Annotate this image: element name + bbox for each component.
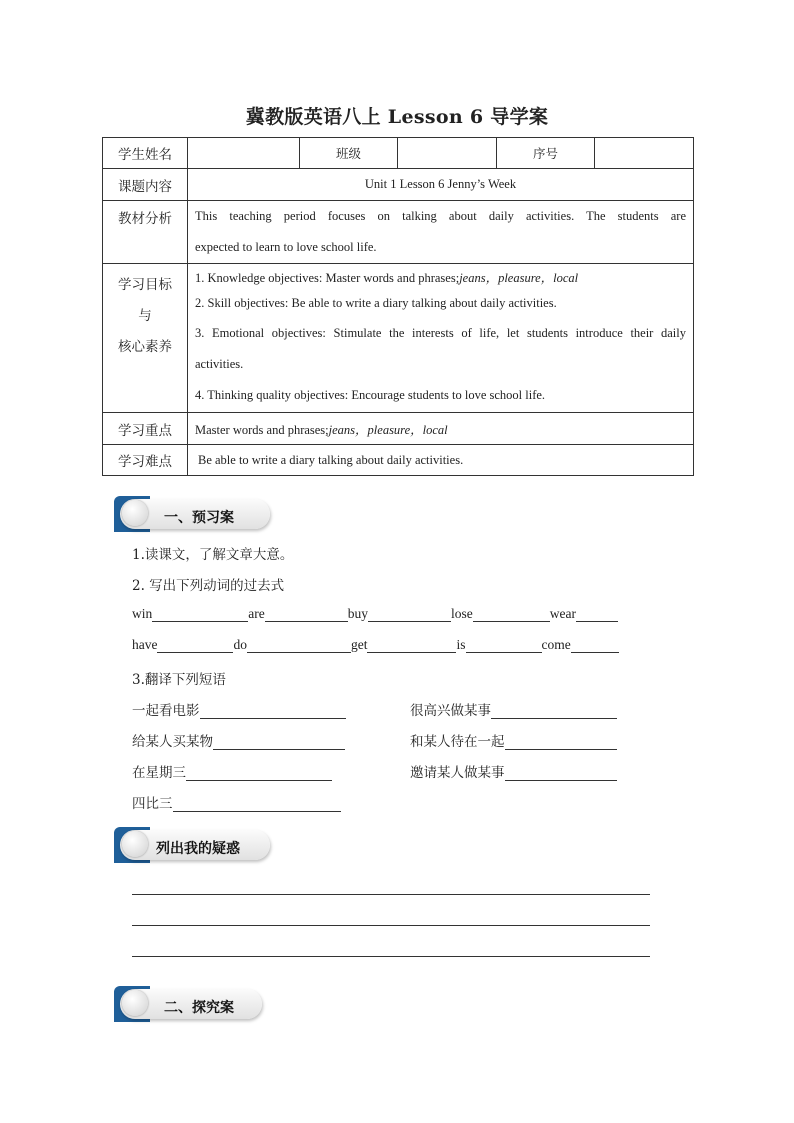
goals-cell bbox=[188, 264, 694, 413]
analysis-cell bbox=[188, 201, 694, 264]
phrase-text: 很高兴做某事 bbox=[410, 703, 491, 719]
analysis-label: 教材分析 bbox=[103, 201, 188, 264]
verb-row-2 bbox=[132, 637, 619, 653]
analysis-line-2: expected to learn to love school life. bbox=[195, 240, 377, 254]
key-points-text: Master words and phrases; bbox=[195, 422, 329, 437]
answer-blank[interactable] bbox=[368, 607, 451, 622]
phrase-right-3 bbox=[410, 761, 617, 781]
verb-row-1 bbox=[132, 606, 618, 622]
goal-4: 4. Thinking quality objectives: Encourage students to love school life. bbox=[195, 388, 546, 402]
section-badge-preview bbox=[114, 496, 272, 532]
badge-circle-icon bbox=[122, 831, 148, 857]
phrase-text: 和某人待在一起 bbox=[410, 734, 505, 750]
verb-item: have bbox=[132, 637, 158, 652]
question-3: 3.翻译下列短语 bbox=[132, 672, 226, 688]
phrase-left-3 bbox=[132, 761, 332, 781]
question-1: 1.读课文，了解文章大意。 bbox=[132, 547, 294, 563]
section-badge-explore bbox=[114, 986, 264, 1022]
student-name-field[interactable] bbox=[188, 138, 300, 169]
section-heading-explore: 二、探究案 bbox=[164, 1000, 234, 1016]
answer-blank[interactable] bbox=[576, 607, 618, 622]
number-field[interactable] bbox=[595, 138, 694, 169]
class-field[interactable] bbox=[398, 138, 497, 169]
topic-value: Unit 1 Lesson 6 Jenny’s Week bbox=[188, 169, 694, 201]
answer-blank[interactable] bbox=[173, 797, 341, 812]
goal-3a: 3. Emotional objectives: Stimulate the interests of life, let students introduce their daily bbox=[195, 326, 686, 340]
key-points-words: jeans，pleasure，local bbox=[328, 422, 448, 437]
number-label: 序号 bbox=[497, 138, 595, 169]
writing-line[interactable] bbox=[132, 925, 650, 926]
answer-blank[interactable] bbox=[247, 638, 351, 653]
answer-blank[interactable] bbox=[505, 766, 617, 781]
student-name-label: 学生姓名 bbox=[103, 138, 188, 169]
verb-item: buy bbox=[347, 606, 368, 621]
phrase-left-2 bbox=[132, 730, 345, 750]
verb-item: do bbox=[233, 637, 247, 652]
phrase-text: 邀请某人做某事 bbox=[410, 765, 505, 781]
answer-blank[interactable] bbox=[157, 638, 233, 653]
answer-blank[interactable] bbox=[491, 704, 617, 719]
answer-blank[interactable] bbox=[473, 607, 550, 622]
answer-blank[interactable] bbox=[213, 735, 345, 750]
answer-blank[interactable] bbox=[200, 704, 346, 719]
writing-line[interactable] bbox=[132, 956, 650, 957]
phrase-left-4 bbox=[132, 792, 341, 812]
writing-line[interactable] bbox=[132, 894, 650, 895]
answer-blank[interactable] bbox=[466, 638, 542, 653]
answer-blank[interactable] bbox=[367, 638, 456, 653]
key-points-label: 学习重点 bbox=[103, 413, 188, 445]
section-heading-questions: 列出我的疑惑 bbox=[156, 841, 240, 857]
question-2: 2. 写出下列动词的过去式 bbox=[132, 578, 285, 594]
analysis-line-1: This teaching period focuses on talking about daily activities. The students are bbox=[195, 209, 686, 223]
phrase-text: 在星期三 bbox=[132, 765, 186, 781]
phrase-left-1 bbox=[132, 699, 346, 719]
verb-item: win bbox=[132, 606, 153, 621]
verb-item: lose bbox=[450, 606, 473, 621]
answer-blank[interactable] bbox=[265, 607, 348, 622]
phrase-right-1 bbox=[410, 699, 617, 719]
goal-1-words: jeans，pleasure，local bbox=[459, 271, 579, 285]
goals-label-line-1: 学习目标 bbox=[118, 277, 172, 293]
goal-1 bbox=[195, 267, 686, 289]
verb-item: come bbox=[541, 637, 571, 652]
goals-label-line-3: 核心素养 bbox=[118, 339, 172, 355]
phrase-text: 给某人买某物 bbox=[132, 734, 213, 750]
section-heading-preview: 一、预习案 bbox=[164, 510, 234, 526]
badge-circle-icon bbox=[122, 500, 148, 526]
class-label: 班级 bbox=[300, 138, 398, 169]
goals-label-line-2: 与 bbox=[138, 308, 152, 324]
phrase-text: 一起看电影 bbox=[132, 703, 200, 719]
section-badge-questions bbox=[114, 827, 272, 863]
goal-1-text: 1. Knowledge objectives: Master words and phrases; bbox=[195, 271, 460, 285]
page-title: 冀教版英语八上 Lesson 6 导学案 bbox=[245, 106, 549, 128]
verb-item: get bbox=[350, 637, 368, 652]
answer-blank[interactable] bbox=[152, 607, 248, 622]
verb-item: wear bbox=[549, 606, 576, 621]
goal-3b: activities. bbox=[195, 357, 244, 371]
goal-2: 2. Skill objectives: Be able to write a diary talking about daily activities. bbox=[195, 296, 557, 310]
goals-label bbox=[103, 264, 188, 413]
verb-item: is bbox=[456, 637, 466, 652]
badge-circle-icon bbox=[122, 990, 148, 1016]
difficulty-label: 学习难点 bbox=[103, 445, 188, 476]
verb-item: are bbox=[248, 606, 265, 621]
answer-blank[interactable] bbox=[186, 766, 332, 781]
phrase-right-2 bbox=[410, 730, 617, 750]
topic-label: 课题内容 bbox=[103, 169, 188, 201]
difficulty-value: Be able to write a diary talking about daily activities. bbox=[188, 445, 694, 476]
key-points-value bbox=[188, 413, 694, 445]
answer-blank[interactable] bbox=[571, 638, 619, 653]
answer-blank[interactable] bbox=[505, 735, 617, 750]
info-table bbox=[102, 137, 694, 476]
phrase-text: 四比三 bbox=[132, 796, 173, 812]
